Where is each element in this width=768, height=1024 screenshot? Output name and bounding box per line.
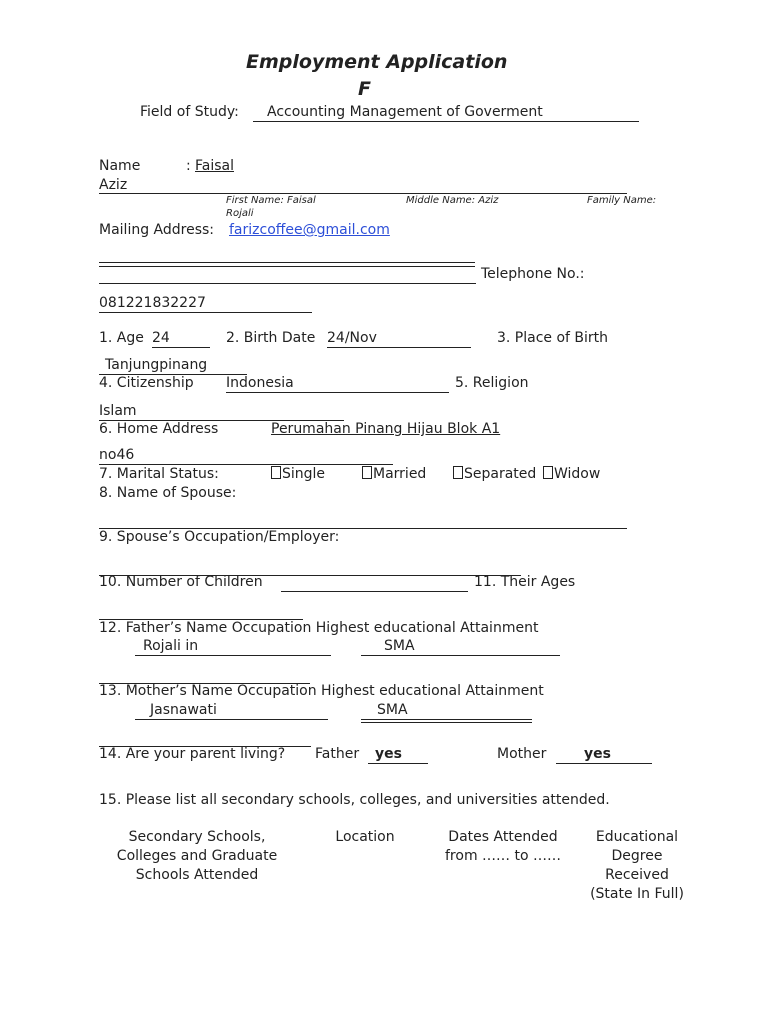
birth-place-value: Tanjungpinang bbox=[105, 357, 208, 373]
marital-option-single[interactable]: Single bbox=[271, 466, 325, 482]
father-edu-line bbox=[361, 655, 560, 656]
mailing-line-3 bbox=[99, 283, 476, 284]
family-name-value: Rojali bbox=[226, 208, 254, 219]
mailing-line-1 bbox=[99, 262, 475, 263]
spouse-name-label: 8. Name of Spouse: bbox=[99, 485, 237, 501]
birth-date-line bbox=[327, 347, 471, 348]
mother-label: 13. Mother’s Name Occupation Highest educational Attainment bbox=[99, 683, 544, 699]
home-address-line bbox=[99, 464, 393, 465]
marital-option-married[interactable]: Married bbox=[362, 466, 426, 482]
mother-living-value: yes bbox=[584, 746, 611, 762]
first-name-caption: First Name: Faisal bbox=[226, 195, 316, 206]
religion-value: Islam bbox=[99, 403, 137, 419]
home-address-value-1: Perumahan Pinang Hijau Blok A1 bbox=[271, 421, 501, 437]
name-line bbox=[99, 193, 627, 194]
father-label: 12. Father’s Name Occupation Highest educational Attainment bbox=[99, 620, 539, 636]
children-line bbox=[281, 591, 468, 592]
father-name-line bbox=[135, 655, 331, 656]
mother-edu-line-1 bbox=[361, 719, 532, 720]
field-of-study-label: Field of Study: bbox=[140, 104, 239, 120]
checkbox-icon bbox=[453, 466, 463, 479]
father-living-value: yes bbox=[375, 746, 402, 762]
name-first-value: Faisal bbox=[195, 158, 234, 174]
birth-date-value: 24/Nov bbox=[327, 330, 377, 346]
marital-option-separated[interactable]: Separated bbox=[453, 466, 536, 482]
marital-status-label: 7. Marital Status: bbox=[99, 466, 219, 482]
religion-label: 5. Religion bbox=[455, 375, 529, 391]
title-cutoff: F bbox=[358, 78, 371, 100]
mother-name-value: Jasnawati bbox=[150, 702, 217, 718]
mother-name-line bbox=[135, 719, 328, 720]
mother-edu-line-2 bbox=[361, 722, 532, 723]
schools-column-dates: Dates Attended from …… to …… bbox=[445, 829, 561, 864]
mother-living-line bbox=[556, 763, 652, 764]
marital-option-widow[interactable]: Widow bbox=[543, 466, 600, 482]
schools-label: 15. Please list all secondary schools, colleges, and universities attended. bbox=[99, 792, 610, 808]
schools-column-name: Secondary Schools, Colleges and Graduate Schools Attended bbox=[116, 829, 278, 883]
schools-column-degree: Educational Degree Received (State In Full) bbox=[590, 829, 684, 902]
children-ages-label: 11. Their Ages bbox=[474, 574, 576, 590]
field-of-study-line bbox=[253, 121, 639, 122]
mailing-address-label: Mailing Address: bbox=[99, 222, 215, 238]
citizenship-line bbox=[226, 392, 449, 393]
age-value: 24 bbox=[152, 330, 170, 346]
family-name-caption: Family Name: bbox=[587, 195, 657, 206]
father-edu-value: SMA bbox=[384, 638, 415, 654]
telephone-label: Telephone No.: bbox=[481, 266, 585, 282]
birth-place-label: 3. Place of Birth bbox=[497, 330, 609, 346]
spouse-occupation-label: 9. Spouse’s Occupation/Employer: bbox=[99, 529, 340, 545]
home-address-label: 6. Home Address bbox=[99, 421, 219, 437]
father-name-value: Rojali in bbox=[143, 638, 199, 654]
father-living-label: Father bbox=[315, 746, 360, 762]
mother-edu-value: SMA bbox=[377, 702, 408, 718]
page-title: Employment Application bbox=[246, 51, 508, 73]
parents-living-label: 14. Are your parent living? bbox=[99, 746, 286, 762]
telephone-line bbox=[99, 312, 312, 313]
name-colon: : bbox=[186, 158, 191, 174]
mailing-address-email[interactable]: farizcoffee@gmail.com bbox=[229, 222, 390, 238]
checkbox-icon bbox=[362, 466, 372, 479]
mailing-line-2 bbox=[99, 266, 475, 267]
checkbox-icon bbox=[543, 466, 553, 479]
citizenship-label: 4. Citizenship bbox=[99, 375, 194, 391]
citizenship-value: Indonesia bbox=[226, 375, 294, 391]
middle-name-caption: Middle Name: Aziz bbox=[406, 195, 499, 206]
home-address-value-2: no46 bbox=[99, 447, 135, 463]
children-label: 10. Number of Children bbox=[99, 574, 263, 590]
father-living-line bbox=[368, 763, 428, 764]
age-line bbox=[152, 347, 210, 348]
telephone-value: 081221832227 bbox=[99, 295, 206, 311]
age-label: 1. Age bbox=[99, 330, 144, 346]
schools-column-location: Location bbox=[335, 829, 395, 845]
checkbox-icon bbox=[271, 466, 281, 479]
field-of-study-value: Accounting Management of Goverment bbox=[267, 104, 543, 120]
birth-date-label: 2. Birth Date bbox=[226, 330, 316, 346]
mother-living-label: Mother bbox=[497, 746, 547, 762]
name-last-value: Aziz bbox=[99, 177, 128, 193]
name-label: Name bbox=[99, 158, 141, 174]
